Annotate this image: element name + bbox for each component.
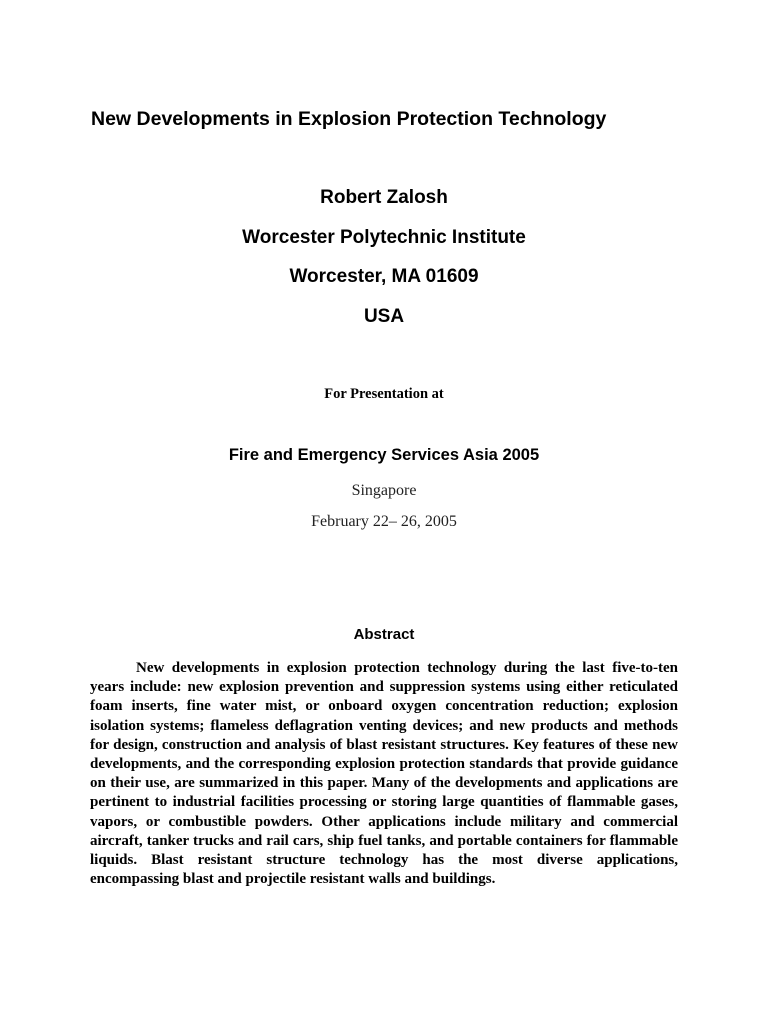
- author-name: Robert Zalosh: [320, 187, 448, 208]
- conference-name: Fire and Emergency Services Asia 2005: [228, 446, 540, 464]
- abstract-heading: Abstract: [353, 626, 415, 643]
- conference-location: Singapore: [351, 482, 417, 499]
- conference-dates: February 22– 26, 2005: [311, 513, 457, 530]
- author-city-state: Worcester, MA 01609: [289, 266, 479, 287]
- author-institution: Worcester Polytechnic Institute: [242, 227, 526, 248]
- presentation-note: For Presentation at: [324, 386, 444, 402]
- abstract-body: New developments in explosion protection technology during the last five-to-ten years include: new explosion prevention and suppression systems using either reticulated foam inserts, fine water mist, or onboard oxygen concentration reduction; explosion isolation systems; flameless deflagration venting devices; and new products and methods for design, construction and analysis of blast resistant structures. Key features of these new developments, and the corresponding explosion protection standards that provide guidance on their use, are summarized in this paper. Many of the developments and applications are pertinent to industrial facilities processing or storing large quantities of flammable gases, vapors, or combustible powders. Other applications include military and commercial aircraft, tanker trucks and rail cars, ship fuel tanks, and portable containers for flammable liquids. Blast resistant structure technology has the most diverse applications, encompassing blast and projectile resistant walls and buildings.: [90, 660, 678, 888]
- author-country: USA: [363, 306, 405, 327]
- paper-title: New Developments in Explosion Protection Technology: [91, 108, 607, 130]
